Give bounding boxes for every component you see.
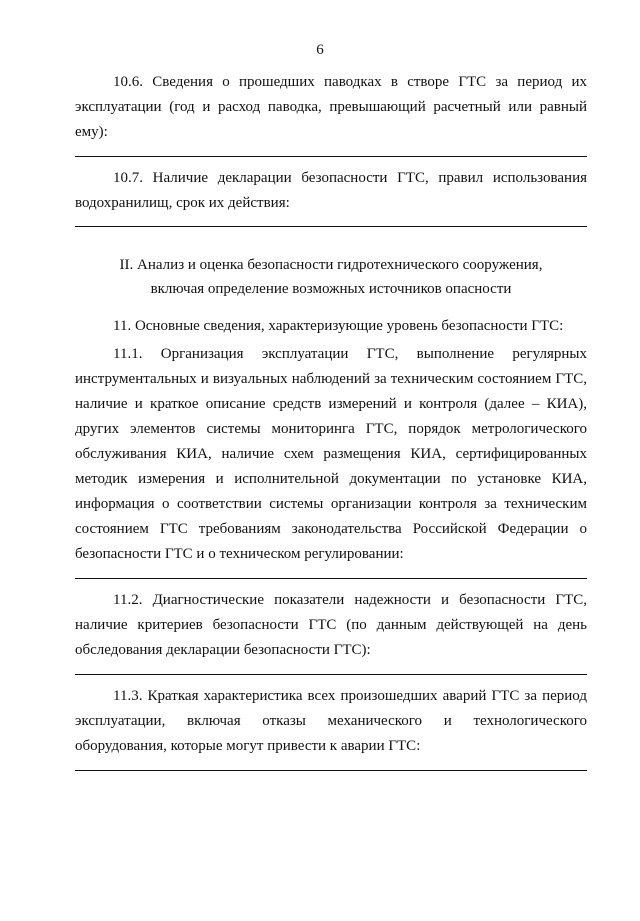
fill-in-line-11-1 [75, 578, 587, 579]
fill-in-line-10-6 [75, 156, 587, 157]
page-number: 6 [316, 42, 324, 58]
paragraph-11-1: 11.1. Организация эксплуатации ГТС, выполнение регулярных инструментальных и визуальных наблюдений за техническим состоянием ГТС, наличие и краткое описание средств измерений и контроля (далее – КИА), других элементов системы мониторинга ГТС, порядок метрологического обслуживания КИА, наличие схем размещения КИА, сертифицированных методик измерения и исполнительной документации по установке КИА, информация о соответствии системы организации контроля за техническим состоянием ГТС требованиям законодательства Российской Федерации о безопасности ГТС и о техническом регулировании: [75, 346, 587, 562]
paragraph-10-7: 10.7. Наличие декларации безопасности ГТС, правил использования водохранилищ, срок их действия: [75, 170, 587, 211]
fill-in-line-11-3 [75, 770, 587, 771]
section-heading-line-2: включая определение возможных источников опасности [150, 281, 512, 297]
section-heading-line-1: II. Анализ и оценка безопасности гидротехнического сооружения, [119, 257, 543, 273]
section-heading [75, 253, 587, 301]
document-body [75, 70, 587, 771]
fill-in-line-11-2 [75, 674, 587, 675]
paragraph-11-3: 11.3. Краткая характеристика всех произошедших аварий ГТС за период эксплуатации, включая отказы механического и технологического оборудования, которые могут привести к аварии ГТС: [75, 688, 587, 754]
paragraph-11: 11. Основные сведения, характеризующие уровень безопасности ГТС: [113, 318, 564, 334]
paragraph-11-2: 11.2. Диагностические показатели надежности и безопасности ГТС, наличие критериев безопасности ГТС (по данным действующей на день обследования декларации безопасности ГТС): [75, 592, 587, 658]
paragraph-10-6: 10.6. Сведения о прошедших паводках в створе ГТС за период их эксплуатации (год и расход паводка, превышающий расчетный или равный ему): [75, 74, 587, 140]
fill-in-line-10-7 [75, 226, 587, 227]
